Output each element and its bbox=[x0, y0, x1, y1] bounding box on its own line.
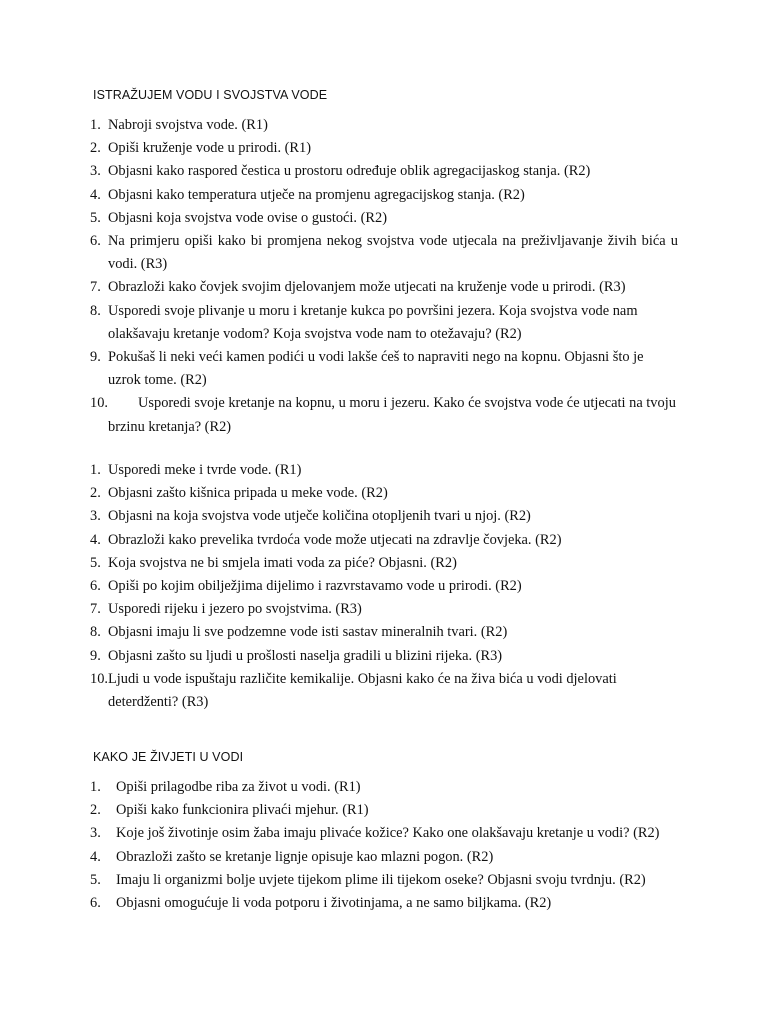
question-list-living-in-water bbox=[90, 776, 678, 915]
list-item bbox=[90, 505, 678, 528]
item-number: 3. bbox=[90, 508, 101, 525]
list-item bbox=[90, 114, 678, 137]
list-item bbox=[90, 846, 678, 869]
item-text: Imaju li organizmi bolje uvjete tijekom plime ili tijekom oseke? Objasni svoju tvrdnju. (R2) bbox=[116, 871, 646, 888]
item-number: 2. bbox=[90, 802, 101, 819]
item-text: Obrazloži zašto se kretanje lignje opisuje kao mlazni pogon. (R2) bbox=[116, 848, 494, 865]
list-item bbox=[90, 184, 678, 207]
question-list-water-hardness bbox=[90, 459, 678, 714]
list-item bbox=[90, 776, 678, 799]
item-text: Na primjeru opiši kako bi promjena nekog svojstva vode utjecala na preživljavanje živih bića u vodi. (R3) bbox=[108, 233, 678, 273]
item-text: Opiši kako funkcionira plivaći mjehur. (R1) bbox=[116, 802, 369, 819]
question-list-water-properties bbox=[90, 114, 678, 439]
list-item bbox=[90, 799, 678, 822]
item-number: 6. bbox=[90, 895, 101, 912]
item-text: Usporedi svoje kretanje na kopnu, u moru i jezeru. Kako će svojstva vode će utjecati na tvoju brzinu kretanja? (R2) bbox=[108, 395, 676, 435]
item-text: Obrazloži kako čovjek svojim djelovanjem može utjecati na kruženje vode u prirodi. (R3) bbox=[108, 279, 626, 296]
item-number: 3. bbox=[90, 163, 101, 180]
list-item bbox=[90, 276, 678, 299]
item-text: Objasni kako temperatura utječe na promjenu agregacijskog stanja. (R2) bbox=[108, 186, 525, 203]
item-number: 4. bbox=[90, 531, 101, 548]
list-item bbox=[90, 529, 678, 552]
list-item bbox=[90, 621, 678, 644]
item-number: 9. bbox=[90, 349, 101, 366]
item-text: Objasni zašto su ljudi u prošlosti naselja gradili u blizini rijeka. (R3) bbox=[108, 647, 503, 664]
item-number: 9. bbox=[90, 647, 101, 664]
list-item bbox=[90, 230, 678, 276]
item-number: 6. bbox=[90, 233, 101, 250]
item-number: 5. bbox=[90, 871, 101, 888]
list-item bbox=[90, 137, 678, 160]
item-text: Usporedi svoje plivanje u moru i kretanje kukca po površini jezera. Koja svojstva vode nam olakšavaju kretanje vodom? Koja svojstva vode nam to otežavaju? (R2) bbox=[108, 302, 638, 342]
item-text: Objasni kako raspored čestica u prostoru određuje oblik agregacijaskog stanja. (R2) bbox=[108, 163, 591, 180]
item-number: 1. bbox=[90, 462, 101, 478]
item-text: Nabroji svojstva vode. (R1) bbox=[108, 117, 268, 133]
list-item bbox=[90, 346, 678, 392]
item-text: Opiši po kojim obilježjima dijelimo i razvrstavamo vode u prirodi. (R2) bbox=[108, 578, 522, 595]
list-item bbox=[90, 575, 678, 598]
list-item bbox=[90, 459, 678, 482]
item-text: Opiši kruženje vode u prirodi. (R1) bbox=[108, 140, 312, 157]
item-text: Koje još životinje osim žaba imaju plivaće kožice? Kako one olakšavaju kretanje u vodi? (R2) bbox=[116, 825, 660, 842]
item-text: Objasni imaju li sve podzemne vode isti sastav mineralnih tvari. (R2) bbox=[108, 624, 508, 641]
item-number: 4. bbox=[90, 848, 101, 865]
item-text: Koja svojstva ne bi smjela imati voda za piće? Objasni. (R2) bbox=[108, 554, 457, 571]
list-item bbox=[90, 869, 678, 892]
item-number: 2. bbox=[90, 485, 101, 502]
item-text: Obrazloži kako prevelika tvrdoća vode može utjecati na zdravlje čovjeka. (R2) bbox=[108, 531, 562, 548]
item-text: Ljudi u vode ispuštaju različite kemikalije. Objasni kako će na živa bića u vodi djelovati deterdženti? (R3) bbox=[108, 670, 617, 711]
item-number: 4. bbox=[90, 186, 101, 203]
list-item bbox=[90, 598, 678, 621]
item-number: 2. bbox=[90, 140, 101, 157]
item-number: 6. bbox=[90, 578, 101, 595]
item-text: Objasni zašto kišnica pripada u meke vode. (R2) bbox=[108, 485, 388, 502]
section-title-living-in-water: KAKO JE ŽIVJETI U VODI bbox=[93, 750, 244, 764]
item-text: Usporedi meke i tvrde vode. (R1) bbox=[108, 462, 302, 478]
item-text: Objasni na koja svojstva vode utječe količina otopljenih tvari u njoj. (R2) bbox=[108, 508, 531, 525]
item-number: 8. bbox=[90, 624, 101, 641]
item-text: Pokušaš li neki veći kamen podići u vodi lakše ćeš to napraviti nego na kopnu. Objasni što je uzrok tome. (R2) bbox=[108, 349, 644, 389]
item-text: Opiši prilagodbe riba za život u vodi. (R1) bbox=[116, 779, 361, 795]
list-item bbox=[90, 892, 678, 915]
list-item bbox=[90, 552, 678, 575]
item-number: 1. bbox=[90, 117, 101, 133]
item-number: 1. bbox=[90, 779, 101, 795]
list-item bbox=[90, 668, 678, 714]
list-item bbox=[90, 822, 678, 845]
item-number: 10. bbox=[90, 670, 108, 687]
item-number: 7. bbox=[90, 601, 101, 618]
item-text: Objasni omogućuje li voda potporu i životinjama, a ne samo biljkama. (R2) bbox=[116, 895, 552, 912]
item-number: 8. bbox=[90, 302, 101, 319]
list-item bbox=[90, 482, 678, 505]
list-item bbox=[90, 300, 678, 346]
item-number: 5. bbox=[90, 554, 101, 571]
list-item bbox=[90, 160, 678, 183]
item-text: Objasni koja svojstva vode ovise o gustoći. (R2) bbox=[108, 209, 387, 226]
item-text: Usporedi rijeku i jezero po svojstvima. (R3) bbox=[108, 601, 362, 618]
item-number: 3. bbox=[90, 825, 101, 842]
item-number: 5. bbox=[90, 209, 101, 226]
list-item bbox=[90, 392, 678, 438]
item-number: 7. bbox=[90, 279, 101, 296]
list-item bbox=[90, 207, 678, 230]
section-title-water-properties: ISTRAŽUJEM VODU I SVOJSTVA VODE bbox=[93, 88, 328, 102]
item-number: 10. bbox=[90, 395, 108, 412]
list-item bbox=[90, 645, 678, 668]
